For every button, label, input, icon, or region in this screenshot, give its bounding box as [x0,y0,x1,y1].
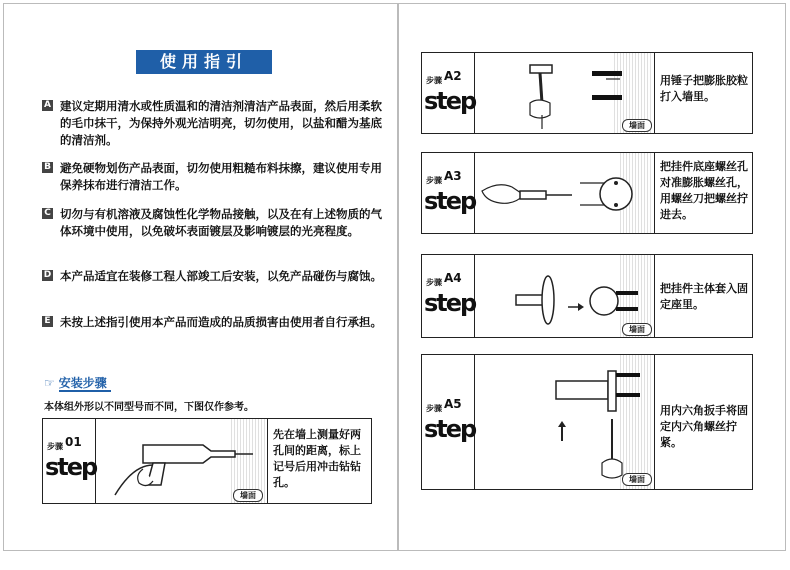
pointing-hand-icon: ☞ [44,376,55,390]
step-word: step [424,415,476,443]
paragraph-e [42,314,382,331]
paragraph-d [42,268,382,285]
step-number: A2 [444,69,462,83]
divider [654,153,655,233]
divider [654,355,655,489]
step-caption: 步骤 [426,76,442,85]
step-label-column [43,419,96,503]
step-caption: 步骤 [47,442,63,451]
paragraph-text: 避免硬物划伤产品表面，切勿使用粗糙布料抹擦，建议使用专用保养抹布进行清洁工作。 [60,161,382,192]
step-description: 把挂件主体套入固定座里。 [660,282,748,311]
step-a2-box [421,52,753,134]
step-label-column [422,355,475,489]
screwdriver-illustration-icon [480,161,652,231]
step-caption: 步骤 [426,404,442,413]
step-number: A5 [444,397,462,411]
left-page [3,3,398,551]
wall-label: 墙面 [622,119,652,132]
step-label-column [422,53,475,133]
paragraph-text: 本产品适宜在装修工程人部竣工后安装，以免产品碰伤与腐蚀。 [60,269,382,283]
step-description: 把挂件底座螺丝孔对准膨胀螺丝孔，用螺丝刀把螺丝拧进去。 [660,160,748,221]
paragraph-marker: E [42,316,53,327]
step-description: 用锤子把膨胀胶粒打入墙里。 [660,74,748,103]
step-word: step [424,187,476,215]
paragraph-marker: A [42,100,53,111]
step-number: 01 [65,435,82,449]
mount-assembly-illustration-icon [512,263,652,331]
paragraph-text: 未按上述指引使用本产品而造成的品质损害由使用者自行承担。 [60,315,382,329]
divider [654,255,655,337]
step-caption: 步骤 [426,176,442,185]
section-title-label: 安装步骤 [59,376,111,392]
paragraph-marker: B [42,162,53,173]
paragraph-text: 建议定期用清水或性质温和的清洁剂清洁产品表面，然后用柔软的毛巾抹干，为保持外观光洁明亮，切勿使用，以盐和醋为基底的清洁剂。 [60,99,382,147]
step-word: step [424,87,476,115]
right-page [398,3,786,551]
paragraph-marker: C [42,208,53,219]
step-description: 先在墙上测量好两孔间的距离，标上记号后用冲击钻钻孔。 [273,428,361,489]
wall-label: 墙面 [622,473,652,486]
step-number: A4 [444,271,462,285]
step-number: A3 [444,169,462,183]
step-a4-box [421,254,753,338]
divider [654,53,655,133]
step-description: 用内六角扳手将固定内六角螺丝拧紧。 [660,404,748,449]
step-caption: 步骤 [426,278,442,287]
wall-label: 墙面 [622,323,652,336]
paragraph-marker: D [43,270,52,280]
divider [267,419,268,503]
step-a3-box [421,152,753,234]
reference-note: 本体组外形以不同型号而不同，下图仅作参考。 [44,402,254,413]
step-word: step [424,289,476,317]
paragraph-text: 切勿与有机溶液及腐蚀性化学物品接触，以及在有上述物质的气体环境中使用，以免破坏表面镀层及影响镀层的光亮程度。 [60,207,382,238]
hex-key-illustration-icon [542,363,652,483]
page-title: 使用指引 [136,50,272,74]
paragraph-c [42,206,382,240]
wall-label: 墙面 [233,489,263,502]
step-01-box [42,418,372,504]
paragraph-b [42,160,382,194]
step-label-column [422,255,475,337]
step-label-column [422,153,475,233]
section-title [44,374,111,391]
step-a5-box [421,354,753,490]
step-word: step [45,453,97,481]
paragraph-a [42,98,382,149]
